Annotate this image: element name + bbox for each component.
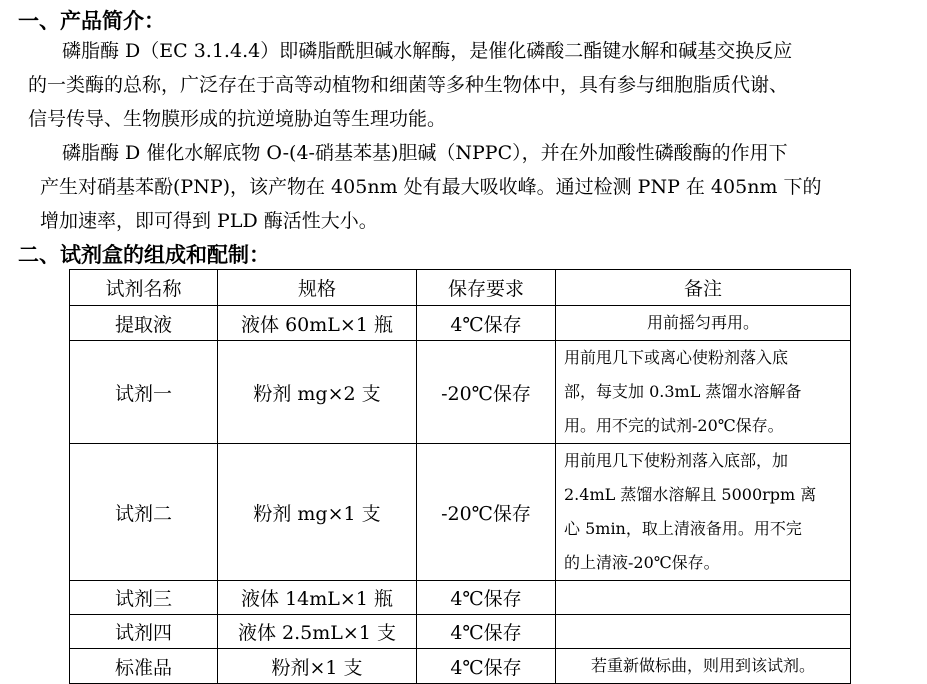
table-row bbox=[70, 341, 851, 444]
header-note: 备注 bbox=[556, 270, 851, 306]
note-line: 若重新做标曲，则用到该试剂。 bbox=[590, 656, 815, 675]
note-line: 用。用不完的试剂-20℃保存。 bbox=[564, 416, 784, 435]
reagent-note bbox=[556, 306, 851, 341]
note-line: 2.4mL 蒸馏水溶解且 5000rpm 离 bbox=[564, 485, 817, 504]
para1-line-1: 磷脂酶 D（EC 3.1.4.4）即磷脂酰胆碱水解酶，是催化磷酸二酯键水解和碱基交换反应 bbox=[62, 40, 793, 62]
table-row bbox=[70, 615, 851, 649]
header-name: 试剂名称 bbox=[70, 270, 218, 306]
reagent-storage: -20℃保存 bbox=[417, 444, 556, 581]
reagent-name: 试剂四 bbox=[70, 615, 218, 649]
section1-heading: 一、产品简介： bbox=[18, 9, 165, 33]
para2-line-2: 产生对硝基苯酚(PNP)，该产物在 405nm 处有最大吸收峰。通过检测 PNP 在 405nm 下的 bbox=[40, 176, 822, 198]
reagent-note bbox=[556, 444, 851, 581]
para1-line-3: 信号传导、生物膜形成的抗逆境胁迫等生理功能。 bbox=[28, 108, 447, 130]
reagent-table bbox=[69, 269, 851, 684]
para2-line-1: 磷脂酶 D 催化水解底物 O-(4-硝基苯基)胆碱（NPPC），并在外加酸性磷酸酶的作用下 bbox=[62, 142, 788, 164]
reagent-name: 试剂二 bbox=[70, 444, 218, 581]
reagent-spec: 粉剂 mg×1 支 bbox=[218, 444, 417, 581]
reagent-storage: -20℃保存 bbox=[417, 341, 556, 444]
note-line: 心 5min，取上清液备用。用不完 bbox=[564, 519, 802, 538]
header-storage: 保存要求 bbox=[417, 270, 556, 306]
note-line: 用前甩几下使粉剂落入底部，加 bbox=[564, 451, 789, 470]
note-line: 用前摇匀再用。 bbox=[646, 313, 759, 332]
reagent-storage: 4℃保存 bbox=[417, 306, 556, 341]
table-row bbox=[70, 444, 851, 581]
section2-heading: 二、试剂盒的组成和配制： bbox=[18, 243, 270, 267]
reagent-spec: 液体 14mL×1 瓶 bbox=[218, 581, 417, 615]
reagent-note bbox=[556, 615, 851, 649]
table-row bbox=[70, 581, 851, 615]
header-spec: 规格 bbox=[218, 270, 417, 306]
para2-line-3: 增加速率，即可得到 PLD 酶活性大小。 bbox=[40, 210, 378, 232]
reagent-spec: 粉剂 mg×2 支 bbox=[218, 341, 417, 444]
table-row bbox=[70, 649, 851, 684]
note-line: 用前甩几下或离心使粉剂落入底 bbox=[564, 348, 789, 367]
reagent-storage: 4℃保存 bbox=[417, 649, 556, 684]
table-row bbox=[70, 306, 851, 341]
reagent-note bbox=[556, 341, 851, 444]
para1-line-2: 的一类酶的总称，广泛存在于高等动植物和细菌等多种生物体中，具有参与细胞脂质代谢、 bbox=[28, 74, 789, 96]
reagent-name: 提取液 bbox=[70, 306, 218, 341]
reagent-note bbox=[556, 649, 851, 684]
note-line: 的上清液-20℃保存。 bbox=[564, 553, 720, 572]
reagent-spec: 粉剂×1 支 bbox=[218, 649, 417, 684]
note-line: 部，每支加 0.3mL 蒸馏水溶解备 bbox=[564, 382, 802, 401]
reagent-name: 试剂一 bbox=[70, 341, 218, 444]
reagent-name: 标准品 bbox=[70, 649, 218, 684]
table-header-row bbox=[70, 270, 851, 306]
reagent-name: 试剂三 bbox=[70, 581, 218, 615]
reagent-storage: 4℃保存 bbox=[417, 581, 556, 615]
reagent-storage: 4℃保存 bbox=[417, 615, 556, 649]
reagent-spec: 液体 60mL×1 瓶 bbox=[218, 306, 417, 341]
reagent-spec: 液体 2.5mL×1 支 bbox=[218, 615, 417, 649]
reagent-note bbox=[556, 581, 851, 615]
